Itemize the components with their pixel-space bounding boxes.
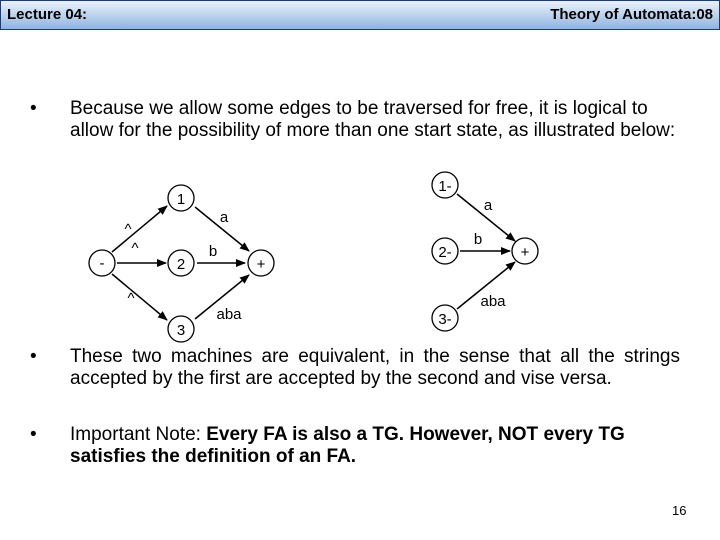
page-number: 16 <box>672 503 687 518</box>
edge-label: aba <box>480 293 506 310</box>
bullet-marker: • <box>30 98 37 119</box>
state-label: 2- <box>438 244 452 261</box>
right-diagram <box>432 172 538 331</box>
state-label: 1- <box>438 178 452 195</box>
bullet-marker: • <box>30 346 37 367</box>
left-diagram <box>89 185 274 342</box>
bullet-item <box>30 346 680 390</box>
bullet-text <box>70 424 680 468</box>
edge-minus-to-1 <box>112 206 167 252</box>
lecture-label: Lecture 04: <box>7 6 88 23</box>
edge-minus-to-3 <box>112 274 167 320</box>
edge-label: a <box>219 209 229 226</box>
state-label: - <box>99 255 105 272</box>
state-label: 1 <box>176 191 186 208</box>
state-label: + <box>256 256 266 273</box>
lambda-label: ^ <box>124 221 132 238</box>
bullet-text: These two machines are equivalent, in the sense that all the strings accepted by the first are accepted by the second and vise versa. <box>70 346 680 389</box>
bullet-marker: • <box>30 424 37 445</box>
note-prefix: Important Note: <box>70 424 207 445</box>
edge-label: b <box>473 231 483 248</box>
state-label: 2 <box>176 256 186 273</box>
note-emphasis: Every FA is also a TG. However, NOT every TG satisfies the definition of an FA. <box>70 424 625 467</box>
state-label: + <box>520 244 530 261</box>
lambda-label: ^ <box>127 290 135 307</box>
bullet-item <box>30 424 680 468</box>
state-label: 3- <box>438 311 452 328</box>
edge-label: a <box>483 197 493 214</box>
bullet-text: Because we allow some edges to be traversed for free, it is logical to allow for the possibility of more than one start state, as illustrated below: <box>70 98 676 141</box>
course-label: Theory of Automata:08 <box>550 6 713 23</box>
edge-label: b <box>208 243 218 260</box>
edge-label: aba <box>216 306 242 323</box>
lambda-label: ^ <box>131 240 139 257</box>
state-label: 3 <box>176 322 186 339</box>
